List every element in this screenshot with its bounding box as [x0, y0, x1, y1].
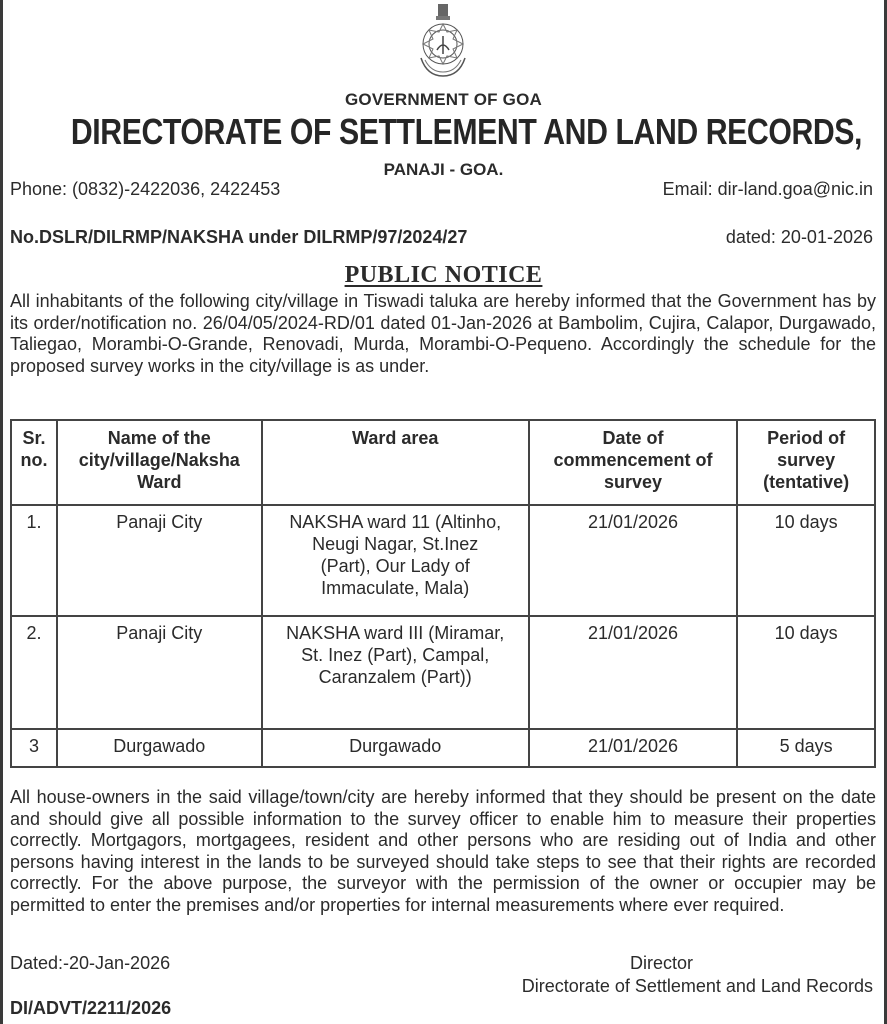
cell-date: 21/01/2026: [529, 729, 738, 767]
email-text: Email: dir-land.goa@nic.in: [662, 179, 873, 199]
cell-ward-area: Durgawado: [262, 729, 529, 767]
cell-period: 10 days: [737, 505, 875, 616]
cell-ward-area: NAKSHA ward 11 (Altinho, Neugi Nagar, St.Inez (Part), Our Lady of Immaculate, Mala): [262, 505, 529, 616]
table-row: [11, 505, 875, 616]
cell-date: 21/01/2026: [529, 616, 738, 729]
cell-ward-area: NAKSHA ward III (Miramar, St. Inez (Part), Campal, Caranzalem (Part)): [262, 616, 529, 729]
header-ward-area: Ward area: [262, 420, 529, 505]
cell-sr-no: 2.: [11, 616, 57, 729]
cell-name: Durgawado: [57, 729, 262, 767]
signatory-organization: Directorate of Settlement and Land Records: [521, 976, 873, 996]
table-row: [11, 616, 875, 729]
signatory-title: Director: [630, 953, 694, 973]
reference-row: [10, 227, 873, 248]
location-title: PANAJI - GOA.: [383, 160, 504, 179]
footer-date: Dated:-20-Jan-2026: [10, 953, 171, 973]
intro-paragraph: All inhabitants of the following city/village in Tiswadi taluka are hereby informed that the Government has by its order/notification no. 26/04/05/2024-RD/01 dated 01-Jan-2026 at Bambolim, Cujira, Calapor, Durgawado, Taliegao, Morambi-O-Grande, Renovadi, Murda, Morambi-O-Pequeno. Accordingly the schedule for the proposed survey works in the city/village is as under.: [10, 291, 876, 376]
instructions-paragraph: All house-owners in the said village/town/city are hereby informed that they should be present on the date and should give all possible information to the survey officer to enable him to measure their properties correctly. Mortgagors, mortgagees, resident and other persons who are residing out of India and other persons having interest in the lands to be surveyed should take steps to see that their rights are recorded correctly. For the above purpose, the surveyor with the permission of the owner or occupier may be permitted to enter the premises and/or properties for internal measurements where ever required.: [10, 787, 876, 915]
directorate-title: DIRECTORATE OF SETTLEMENT AND LAND RECORDS,: [70, 111, 863, 152]
header-name: Name of the city/village/Naksha Ward: [57, 420, 262, 505]
header-period: Period of survey (tentative): [737, 420, 875, 505]
cell-date: 21/01/2026: [529, 505, 738, 616]
table-row: [11, 729, 875, 767]
cell-name: Panaji City: [57, 505, 262, 616]
reference-number: No.DSLR/DILRMP/NAKSHA under DILRMP/97/2024/27: [10, 227, 468, 247]
cell-sr-no: 1.: [11, 505, 57, 616]
advertisement-number: DI/ADVT/2211/2026: [10, 998, 172, 1018]
cell-sr-no: 3: [11, 729, 57, 767]
cell-period: 5 days: [737, 729, 875, 767]
phone-text: Phone: (0832)-2422036, 2422453: [10, 179, 281, 199]
government-title: GOVERNMENT OF GOA: [344, 90, 543, 109]
page-border-left: [0, 0, 3, 1024]
notice-title: PUBLIC NOTICE: [344, 262, 543, 288]
cell-period: 10 days: [737, 616, 875, 729]
reference-date: dated: 20-01-2026: [725, 227, 873, 247]
table-header-row: [11, 420, 875, 505]
header-date: Date of commencement of survey: [529, 420, 738, 505]
goa-emblem-icon: [413, 2, 473, 82]
cell-name: Panaji City: [57, 616, 262, 729]
contact-row: [10, 179, 873, 200]
survey-schedule-table: [10, 419, 876, 768]
header-sr-no: Sr. no.: [11, 420, 57, 505]
